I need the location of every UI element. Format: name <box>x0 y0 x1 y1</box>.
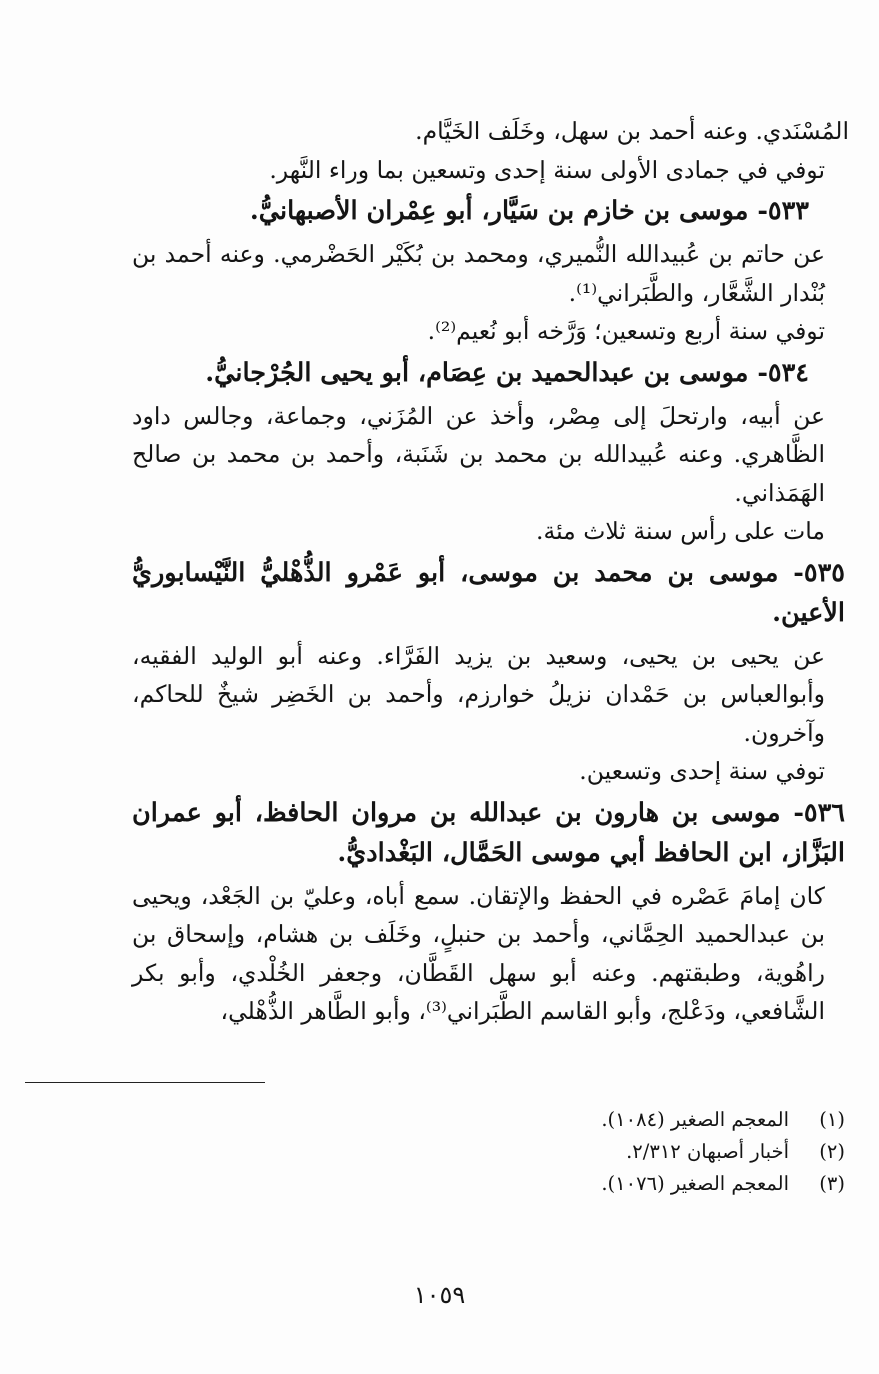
footnote-separator <box>25 1082 265 1083</box>
paragraph: عن يحيى بن يحيى، وسعيد بن يزيد الفَرَّاء. وعنه أبو الوليد الفقيه، وأبوالعباس بن حَمْدان نزيلُ خوارزم، وأحمد بن الخَضِر شيخٌ للحاكم، وآخرون. <box>132 641 825 747</box>
page-number: ١٠٥٩ <box>413 1281 466 1309</box>
footnote-text: المعجم الصغير (١٠٧٦). <box>601 1172 789 1195</box>
paragraph: عن أبيه، وارتحلَ إلى مِصْر، وأخذ عن المُزَني، وجماعة، وجالس داود الظَّاهري. وعنه عُبيدالله بن محمد بن شَنَبة، وأحمد بن محمد بن صالح الهَمَذاني. <box>132 401 825 507</box>
paragraph: توفي سنة إحدى وتسعين. <box>579 757 825 785</box>
entry-heading: ٥٣٦- موسى بن هارون بن عبدالله بن مروان الحافظ، أبو عمران البَزَّاز، ابن الحافظ أبي موسى الحَمَّال، البَغْداديُّ. <box>132 797 845 868</box>
paragraph: عن حاتم بن عُبيدالله النُّميري، ومحمد بن بُكَيْر الحَضْرمي. وعنه أحمد بن بُنْدار الشَّعَّار، والطَّبَراني⁽¹⁾. <box>132 240 825 307</box>
paragraph: توفي في جمادى الأولى سنة إحدى وتسعين بما وراء النَّهر. <box>269 155 825 184</box>
footnote <box>40 1168 849 1200</box>
paragraph: مات على رأس سنة ثلاث مئة. <box>536 517 825 545</box>
entry-heading: ٥٣٥- موسى بن محمد بن موسى، أبو عَمْرو الذُّهْليُّ النَّيْسابوريُّ الأعين. <box>132 557 845 628</box>
entry-heading: ٥٣٤- موسى بن عبدالحميد بن عِصَام، أبو يحيى الجُرْجانيُّ. <box>205 357 809 388</box>
page-body <box>132 112 849 1031</box>
footnote-text: أخبار أصبهان ٢/٣١٢. <box>626 1140 789 1163</box>
footnote <box>40 1136 849 1168</box>
paragraph: توفي سنة أربع وتسعين؛ وَرَّخه أبو نُعيم⁽²⁾. <box>427 317 825 345</box>
paragraph: المُسْنَدي. وعنه أحمد بن سهل، وخَلَف الخَيَّام. <box>415 117 849 145</box>
paragraph: كان إمامَ عَصْره في الحفظ والإتقان. سمع أباه، وعليّ بن الجَعْد، ويحيى بن عبدالحميد الحِمَّاني، وأحمد بن حنبلٍ، وخَلَف بن هشام، وإسحاق بن راهُوية، وطبقتهم. وعنه أبو سهل القَطَّان، وجعفر الخُلْدي، وأبو بكر الشَّافعي، ودَعْلج، وأبو القاسم الطَّبَراني⁽³⁾، وأبو الطَّاهر الذُّهْلي، <box>132 881 825 1025</box>
footnotes <box>40 1104 849 1200</box>
footnote-number: (١) <box>819 1108 845 1131</box>
footnote <box>40 1104 849 1136</box>
footnote-number: (٣) <box>819 1172 845 1195</box>
footnote-text: المعجم الصغير (١٠٨٤). <box>601 1108 789 1131</box>
footnote-number: (٢) <box>819 1140 845 1163</box>
entry-heading: ٥٣٣- موسى بن خازم بن سَيَّار، أبو عِمْران الأصبهانيُّ. <box>249 196 809 226</box>
